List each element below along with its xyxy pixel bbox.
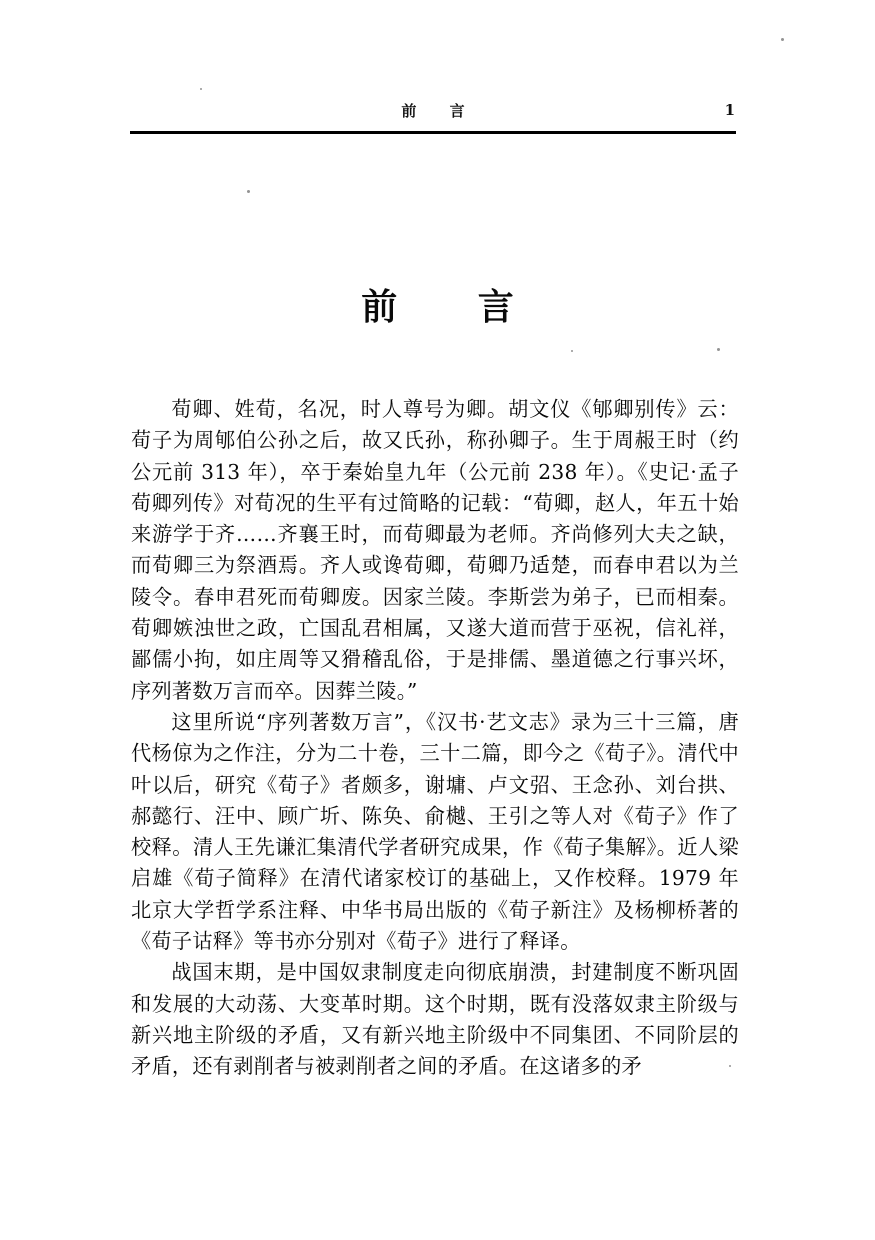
page-number: 1 <box>724 101 736 119</box>
scan-speck <box>729 1065 731 1067</box>
scan-speck <box>247 190 250 193</box>
scan-speck <box>571 350 573 352</box>
paragraph: 战国末期，是中国奴隶制度走向彻底崩溃，封建制度不断巩固和发展的大动荡、大变革时期。这个时期，既有没落奴隶主阶级与新兴地主阶级的矛盾，又有新兴地主阶级中不同集团、不同阶层的矛盾，还有剥削者与被剥削者之间的矛盾。在这诸多的矛 <box>131 960 739 1079</box>
running-head-title: 前 言 <box>401 102 479 120</box>
scan-speck <box>200 88 202 90</box>
paragraph: 这里所说“序列著数万言”，《汉书·艺文志》录为三十三篇，唐代杨倞为之作注，分为二十卷，三十二篇，即今之《荀子》。清代中叶以后，研究《荀子》者颇多，谢墉、卢文弨、王念孙、刘台拱、郝懿行、汪中、顾广圻、陈奂、俞樾、王引之等人对《荀子》作了校释。清人王先谦汇集清代学者研究成果，作《荀子集解》。近人梁启雄《荀子简释》在清代诸家校订的基础上，又作校释。1979 年北京大学哲学系注释、中华书局出版的《荀子新注》及杨柳桥著的《荀子诂释》等书亦分别对《荀子》进行了释译。 <box>131 709 739 954</box>
scan-speck <box>717 348 720 351</box>
scan-speck <box>781 38 784 41</box>
running-head <box>130 100 736 130</box>
paragraph: 荀卿、姓荀，名况，时人尊号为卿。胡文仪《郇卿别传》云：荀子为周郇伯公孙之后，故又氏孙，称孙卿子。生于周赧王时（约公元前 313 年），卒于秦始皇九年（公元前 238 年）。《史记·孟子荀卿列传》对荀况的生平有过简略的记载：“荀卿，赵人，年五十始来游学于齐……齐襄王时，而荀卿最为老师。齐尚修列大夫之缺，而荀卿三为祭酒焉。齐人或谗荀卿，荀卿乃适楚，而春申君以为兰陵令。春申君死而荀卿废。因家兰陵。李斯尝为弟子，已而相秦。荀卿嫉浊世之政，亡国乱君相属，又遂大道而营于巫祝，信礼祥，鄙儒小拘，如庄周等又猾稽乱俗，于是排儒、墨道德之行事兴坏，序列著数万言而卒。因葬兰陵。” <box>131 397 739 703</box>
body-text <box>131 394 739 1083</box>
header-rule <box>130 131 736 134</box>
page-title: 前 言 <box>361 286 548 329</box>
